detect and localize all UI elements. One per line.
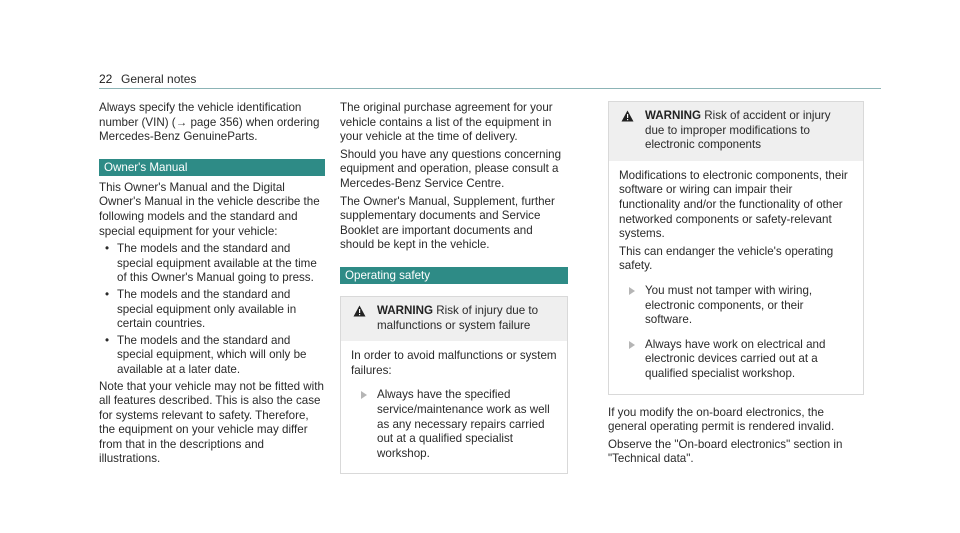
page-title: General notes [121,72,197,86]
page-number: 22 [99,72,113,86]
warning-text: This can endanger the vehicle's operating safety. [619,244,834,273]
warning-body [609,161,863,394]
page-link[interactable]: → page 356 [175,115,239,129]
warning-box [340,296,568,474]
observe-section-paragraph: Observe the "On-board electronics" section in "Technical data". [608,437,843,466]
column-1 [99,101,325,470]
instruction-step: Always have work on electrical and electronic devices carried out at a qualified specialist workshop. [619,338,853,382]
column-3 [608,101,864,470]
note-paragraph: Note that your vehicle may not be fitted with all features described. This is also the case for systems relevant to safety. Therefore, the equipment on your vehicle may differ from that in the descriptions and illustrations. [99,379,324,466]
header-rule [99,88,881,89]
warning-header [341,297,567,341]
questions-paragraph: Should you have any questions concerning equipment and operation, please consult a Mercedes-Benz Service Centre. [340,147,562,190]
instruction-step: You must not tamper with wiring, electronic components, or their software. [619,284,853,328]
purchase-agreement-paragraph: The original purchase agreement for your vehicle contains a list of the equipment in your vehicle at the time of delivery. [340,101,553,144]
page-header [99,72,197,87]
instruction-step: Always have the specified service/maintenance work as well as any necessary repairs carried out at a qualified specialist workshop. [351,388,557,461]
warning-box [608,101,864,395]
owners-manual-paragraph: This Owner's Manual and the Digital Owner's Manual in the vehicle describe the following models and the standard and special equipment for your vehicle: [99,180,320,238]
intro-paragraph: Always specify the vehicle identification number (VIN) (→ page 356) when ordering Mercedes-Benz GenuineParts. [99,101,320,144]
section-title-owners-manual: Owner's Manual [99,159,325,176]
list-item: • The models and the standard and special equipment, which will only be available at a later date. [99,334,325,378]
warning-text: Modifications to electronic components, their software or wiring can impair their functionality and/or the functionality of other networked components or safety-relevant systems. [619,168,848,241]
arrow-right-icon [629,287,635,295]
column-2 [340,101,568,474]
arrow-right-icon [629,341,635,349]
warning-label: WARNING [645,109,702,122]
warning-header [609,102,863,161]
list-item: • The models and the standard and special equipment only available in certain countries. [99,288,325,332]
warning-text: In order to avoid malfunctions or system failures: [351,349,557,377]
warning-heading: Risk of injury due to malfunctions or system failure [377,303,539,332]
documents-paragraph: The Owner's Manual, Supplement, further supplementary documents and Service Booklet are important documents and should be kept in the vehicle. [340,194,555,252]
list-item: • The models and the standard and special equipment available at the time of this Owner's Manual going to press. [99,242,325,286]
warning-body [341,341,567,473]
equipment-list [99,242,325,377]
arrow-right-icon [361,391,367,399]
modify-electronics-paragraph: If you modify the on-board electronics, the general operating permit is rendered invalid. [608,405,835,434]
section-title-operating-safety: Operating safety [340,267,568,284]
warning-triangle-icon [621,110,634,122]
warning-heading: Risk of accident or injury due to improper modifications to electronic components [645,109,831,152]
warning-label: WARNING [377,303,434,317]
warning-triangle-icon [353,305,366,317]
